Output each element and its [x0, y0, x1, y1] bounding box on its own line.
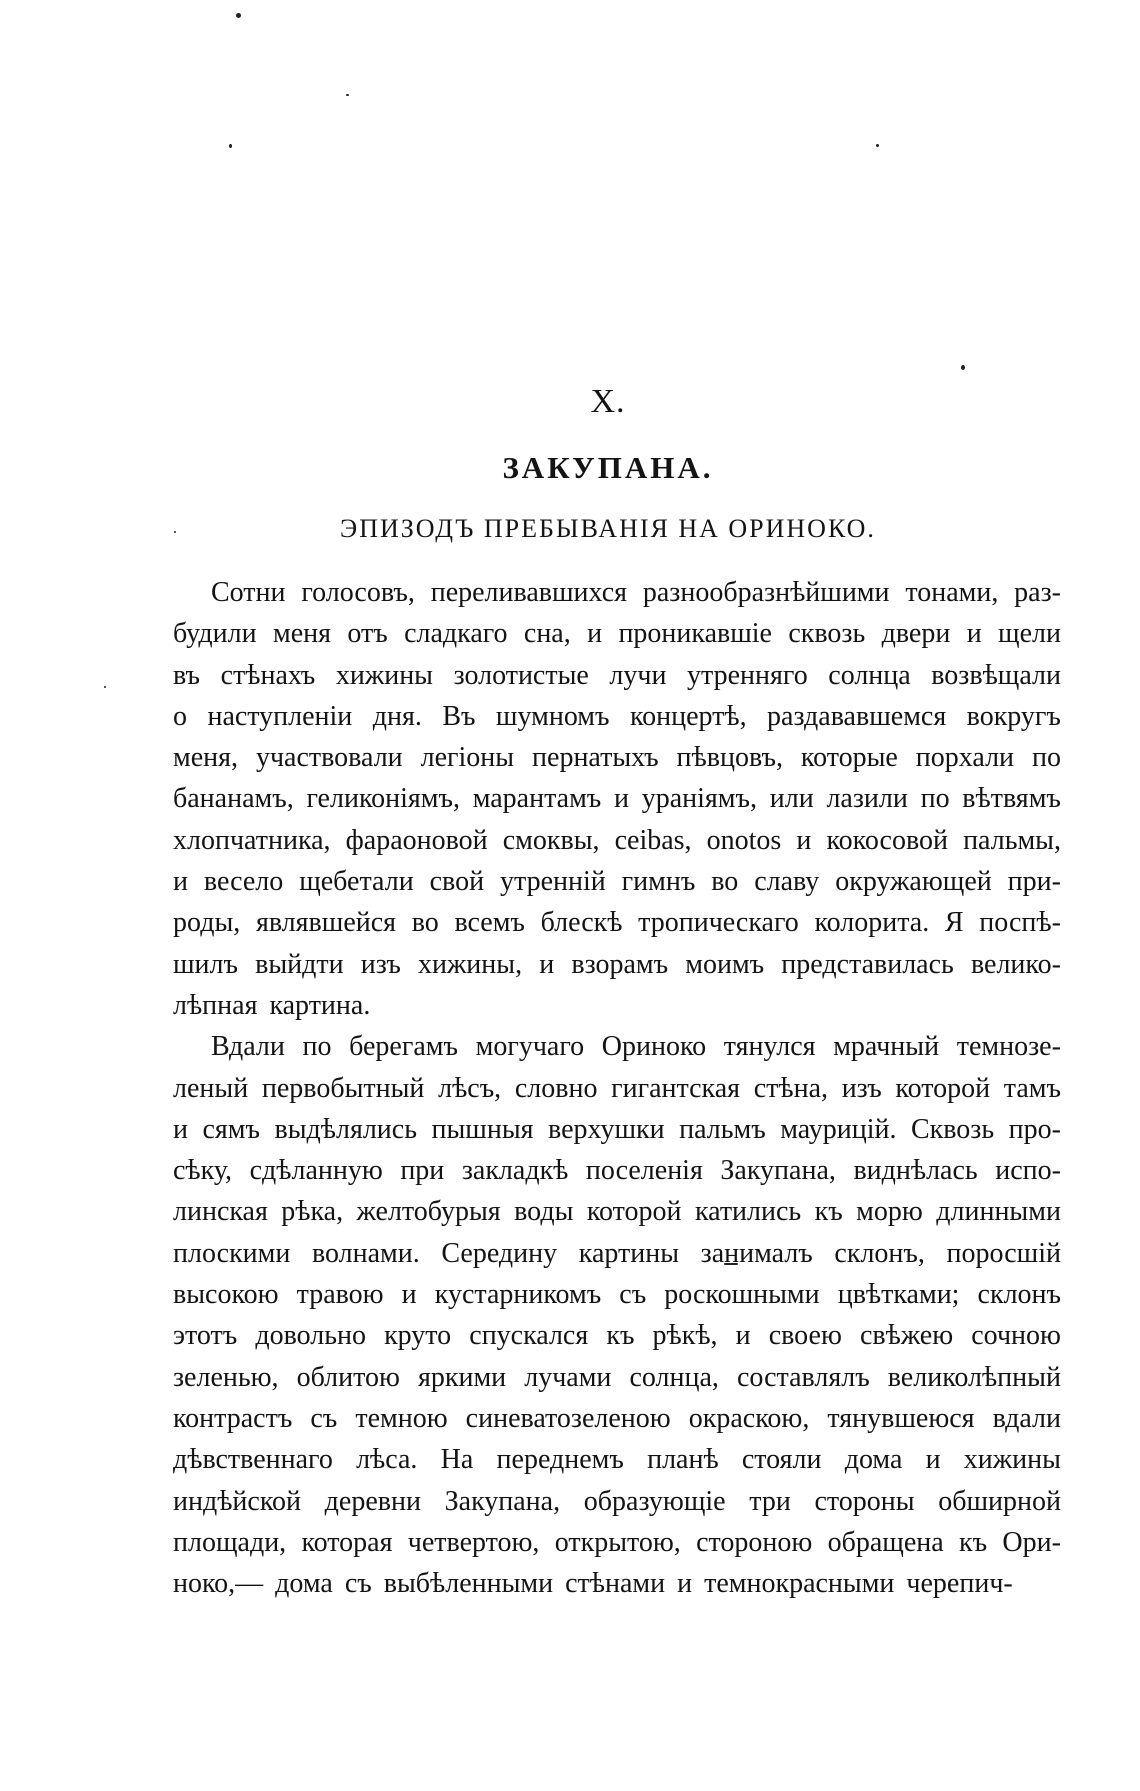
text-line: будили меня отъ сладкаго сна, и проникавшіе сквозь двери и щели: [173, 618, 1061, 650]
chapter-subtitle: ЭПИЗОДЪ ПРЕБЫВАНІЯ НА ОРИНОКО.: [340, 514, 876, 543]
text-line: меня, участвовали легіоны пернатыхъ пѣвцовъ, которые порхали по: [173, 742, 1061, 774]
text-line: контрастъ съ темною синеватозеленою окраскою, тянувшеюся вдали: [173, 1402, 1061, 1434]
scan-speck: [236, 13, 241, 18]
text-line: дѣвственнаго лѣса. На переднемъ планѣ стояли дома и хижины: [173, 1444, 1061, 1476]
text-line: зеленью, облитою яркими лучами солнца, составлялъ великолѣпный: [173, 1361, 1061, 1393]
text-line: ноко,— дома съ выбѣленными стѣнами и темнокрасными черепич-: [173, 1568, 1013, 1600]
scan-speck: [346, 94, 349, 96]
text-line: плоскими волнами. Середину картины занималъ склонъ, поросшій: [173, 1237, 1061, 1269]
scan-speck: [229, 144, 232, 148]
text-line: бананамъ, геликоніямъ, марантамъ и ураніямъ, или лазили по вѣтвямъ: [173, 783, 1061, 815]
text-line: индѣйской деревни Закупана, образующіе три стороны обширной: [173, 1485, 1061, 1517]
body-text: [173, 572, 1061, 1604]
text-line: сѣку, сдѣланную при закладкѣ поселенія Закупана, виднѣлась испо-: [173, 1155, 1061, 1187]
text-line: роды, являвшейся во всемъ блескѣ тропическаго колорита. Я поспѣ-: [173, 907, 1061, 939]
text-line: хлопчатника, фараоновой смоквы, ceibas, onotos и кокосовой пальмы,: [173, 824, 1061, 856]
chapter-number: X.: [590, 383, 626, 420]
text-line: и весело щебетали свой утренній гимнъ во славу окружающей при-: [173, 866, 1061, 898]
text-line: Сотни голосовъ, переливавшихся разнообразнѣйшими тонами, раз-: [211, 577, 1061, 608]
text-line: въ стѣнахъ хижины золотистые лучи утренняго солнца возвѣщали: [173, 659, 1061, 691]
text-line: Вдали по берегамъ могучаго Ориноко тянулся мрачный темнозе-: [211, 1031, 1061, 1063]
text-line: высокою травою и кустарникомъ съ роскошными цвѣтками; склонъ: [173, 1279, 1061, 1311]
text-line: леный первобытный лѣсъ, словно гигантская стѣна, изъ которой тамъ: [173, 1072, 1061, 1104]
text-line: о наступленіи дня. Въ шумномъ концертѣ, раздававшемся вокругъ: [173, 700, 1061, 732]
text-line: линская рѣка, желтобурыя воды которой катились къ морю длинными: [173, 1196, 1061, 1228]
scan-speck: [104, 686, 106, 688]
scan-speck: [961, 365, 965, 370]
text-line: площади, которая четвертою, открытою, стороною обращена къ Ори-: [173, 1526, 1061, 1558]
text-line: и сямъ выдѣлялись пышныя верхушки пальмъ маурицій. Сквозь про-: [173, 1113, 1061, 1145]
text-line: лѣпная картина.: [173, 989, 371, 1021]
scan-speck: [876, 144, 879, 147]
text-line: шилъ выйдти изъ хижины, и взорамъ моимъ представилась велико-: [173, 948, 1061, 980]
text-line: этотъ довольно круто спускался къ рѣкѣ, и своею свѣжею сочною: [173, 1320, 1061, 1352]
chapter-title: ЗАКУПАНА.: [502, 450, 714, 485]
